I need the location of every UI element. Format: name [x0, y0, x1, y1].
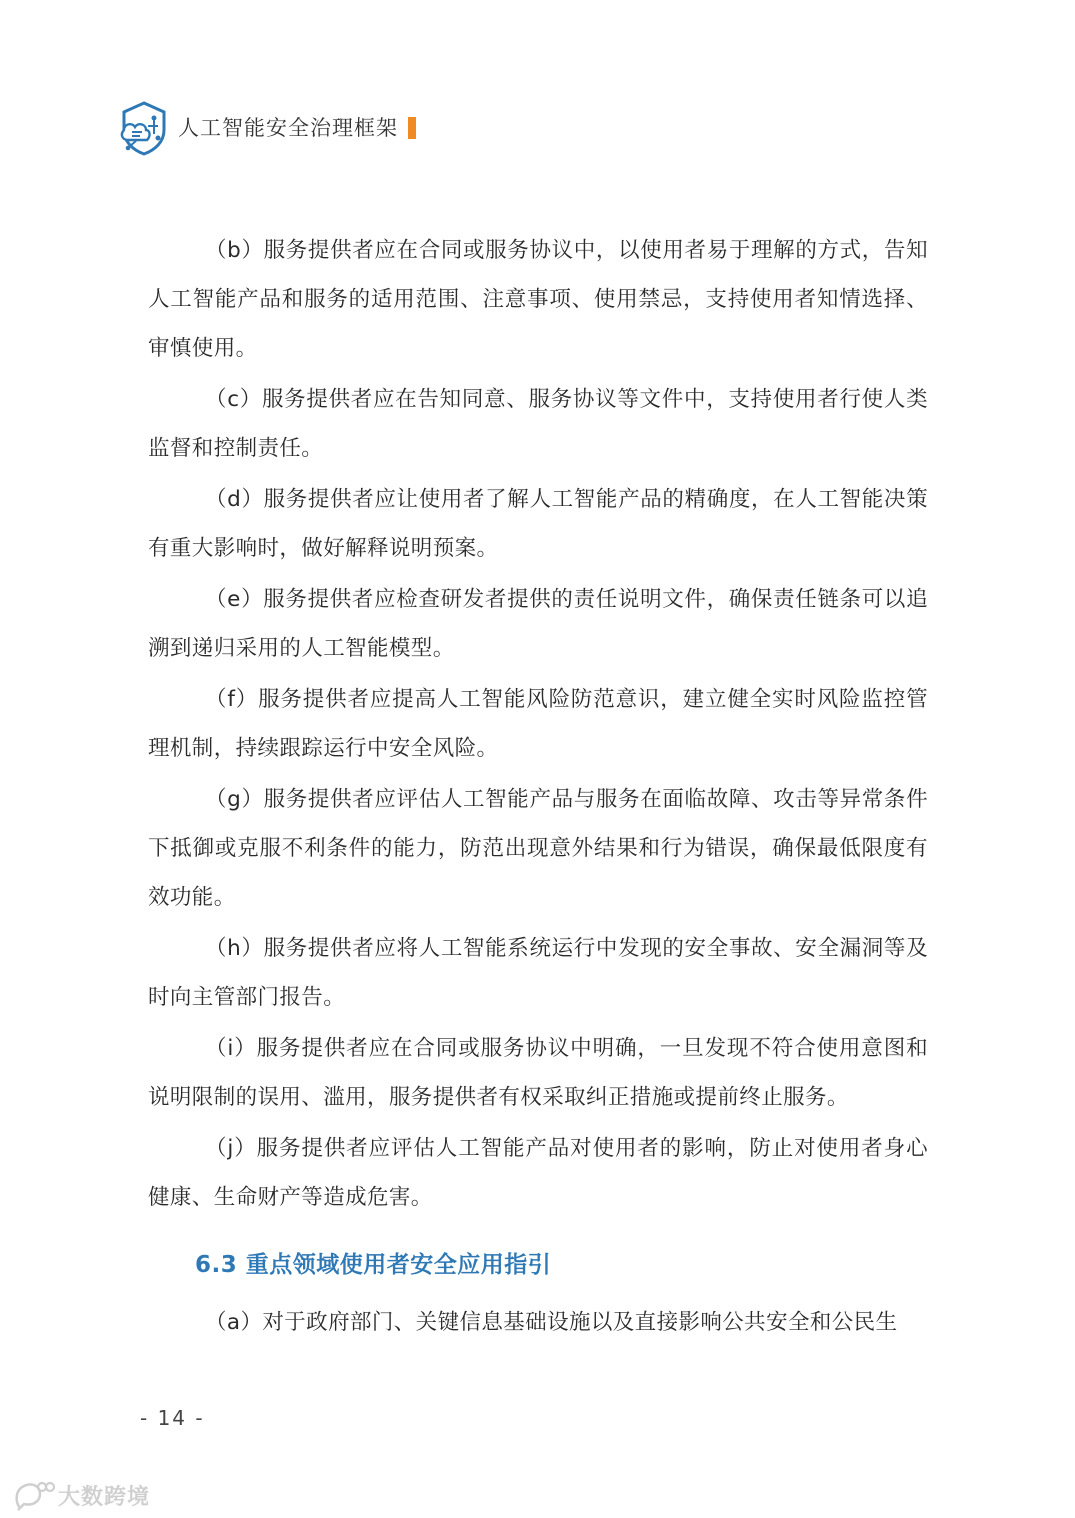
- paragraph-f: （f）服务提供者应提高人工智能风险防范意识，建立健全实时风险监控管理机制，持续跟踪运行中安全风险。: [148, 687, 928, 761]
- header-accent-bar: [408, 117, 416, 139]
- watermark: [12, 1478, 150, 1512]
- chat-bubble-icon: [12, 1478, 56, 1512]
- section-paragraph-a: （a）对于政府部门、关键信息基础设施以及直接影响公共安全和公民生: [205, 1310, 898, 1335]
- paragraph-j: （j）服务提供者应评估人工智能产品对使用者的影响，防止对使用者身心健康、生命财产等造成危害。: [148, 1136, 928, 1210]
- paragraph-b: （b）服务提供者应在合同或服务协议中，以使用者易于理解的方式，告知人工智能产品和服务的适用范围、注意事项、使用禁忌，支持使用者知情选择、审慎使用。: [148, 238, 928, 361]
- paragraph-e: （e）服务提供者应检查研发者提供的责任说明文件，确保责任链条可以追溯到递归采用的人工智能模型。: [148, 587, 928, 661]
- shield-circuit-icon: [118, 100, 170, 156]
- paragraph-c: （c）服务提供者应在告知同意、服务协议等文件中，支持使用者行使人类监督和控制责任。: [148, 387, 928, 461]
- paragraph-d: （d）服务提供者应让使用者了解人工智能产品的精确度，在人工智能决策有重大影响时，做好解释说明预案。: [148, 487, 928, 561]
- watermark-text: 大数跨境: [58, 1484, 151, 1510]
- page-header: [118, 100, 416, 156]
- paragraph-i: （i）服务提供者应在合同或服务协议中明确，一旦发现不符合使用意图和说明限制的误用、滥用，服务提供者有权采取纠正措施或提前终止服务。: [148, 1036, 928, 1110]
- page-number: - 14 -: [140, 1406, 205, 1430]
- document-title: 人工智能安全治理框架: [178, 115, 398, 140]
- paragraph-g: （g）服务提供者应评估人工智能产品与服务在面临故障、攻击等异常条件下抵御或克服不利条件的能力，防范出现意外结果和行为错误，确保最低限度有效功能。: [148, 787, 928, 910]
- section-heading: 6.3 重点领域使用者安全应用指引: [195, 1252, 552, 1278]
- paragraph-h: （h）服务提供者应将人工智能系统运行中发现的安全事故、安全漏洞等及时向主管部门报告。: [148, 936, 928, 1010]
- document-body: [148, 226, 928, 1349]
